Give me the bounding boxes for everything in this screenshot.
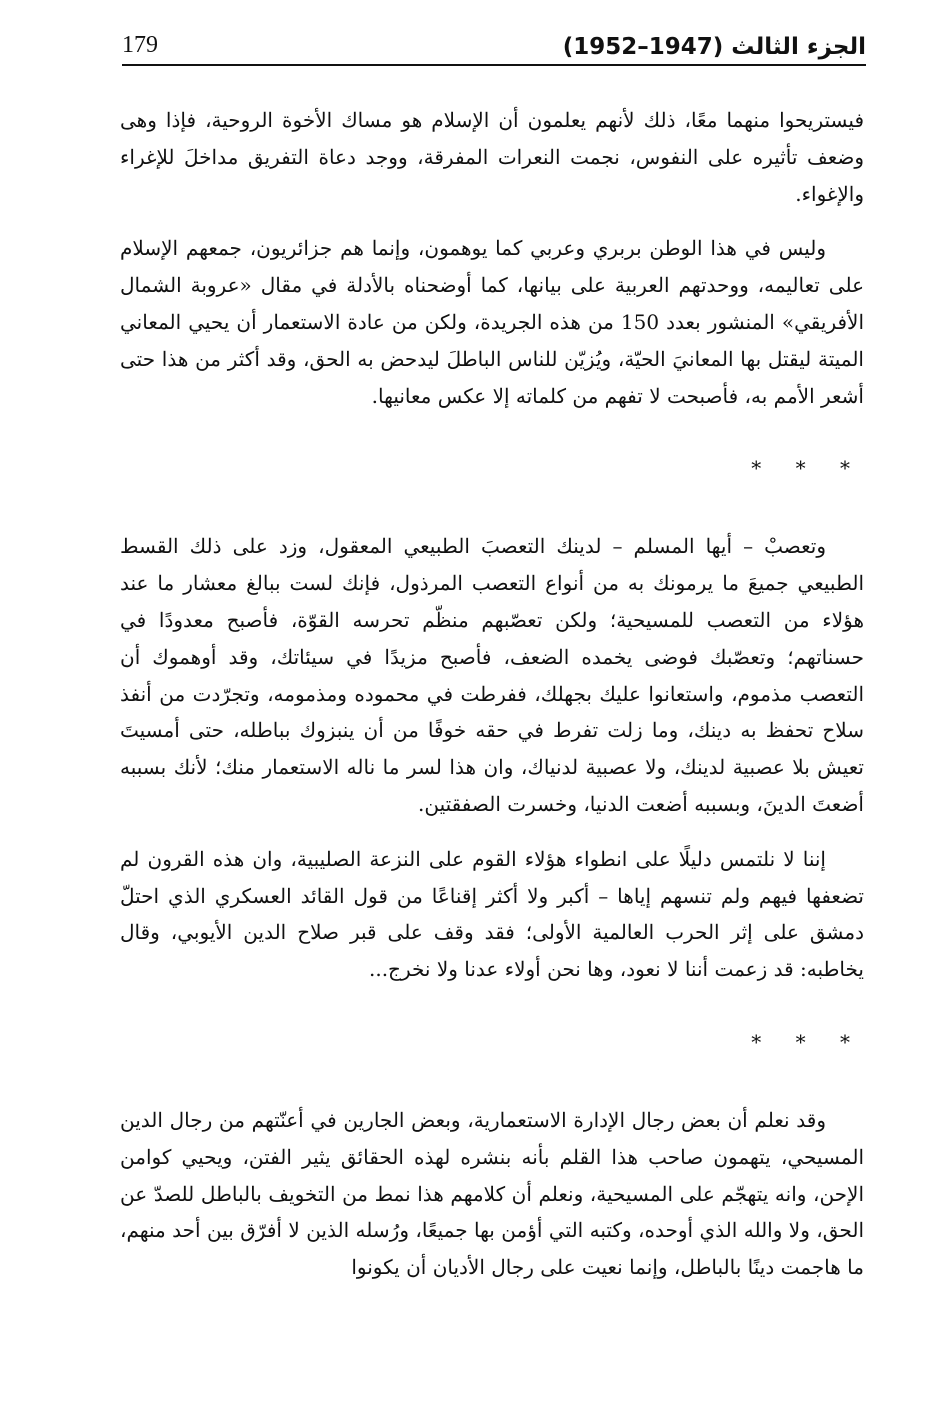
paragraph: وقد نعلم أن بعض رجال الإدارة الاستعمارية، وبعض الجارين في أعنّتهم من رجال الدين المسيحي، يتهمون صاحب هذا القلم بأنه بنشره لهذه الحقائق يثير الفتن، ويحيي كوامن الإحن، وانه يتهجّم على المسيحية، ونعلم أن كلامهم هذا نمط من التخويف بالباطل للصدّ عن الحق، ولا والله الذي أوحده، وكتبه التي أؤمن بها جميعًا، ورُسله الذين لا أفرّق بين أحد منهم، ما هاجمت دينًا بالباطل، وإنما نعيت على رجال الأديان أن يكونوا	[120, 1107, 864, 1280]
section-separator: * * *	[751, 456, 864, 481]
page-number: 179	[122, 32, 158, 58]
running-title: الجزء الثالث (1947–1952)	[562, 34, 866, 60]
paragraph: فيستريحوا منهما معًا، ذلك لأنهم يعلمون أن الإسلام هو مساك الأخوة الروحية، فإذا وهى وضعف تأثيره على النفوس، نجمت النعرات المفرقة، ووجد دعاة التفريق مداخلَ للإغراء والإغواء.	[120, 108, 864, 206]
section-separator: * * *	[751, 1029, 864, 1054]
paragraph: وتعصبْ – أيها المسلم – لدينك التعصبَ الطبيعي المعقول، وزد على ذلك القسط الطبيعي جميعَ ما يرمونك به من أنواع التعصب المرذول، فإنك لست ببالغ معشار ما عند هؤلاء من التعصب للمسيحية؛ ولكن تعصّبهم منظّم تحرسه القوّة، فأصبح معدودًا في حسناتهم؛ وتعصّبك فوضى يخمده الضعف، فأصبح مزيدًا في سيئاتك، وقد أوهموك أن التعصب مذموم، واستعانوا عليك بجهلك، ففرطت في محموده ومذمومه، وتجرّدت من أنفذ سلاح تحفظ به دينك، وما زلت تفرط في حقه خوفًا من أن ينبزوك بباطله، حتى أمسيتَ تعيش بلا عصبية لدينك، ولا عصبية لدنياك، وان هذا لسر ما ناله الاستعمار منك؛ لأنك بسببه أضعتَ الدينَ، وبسببه أضعت الدنيا، وخسرت الصفقتين.	[120, 534, 865, 816]
paragraph: إننا لا نلتمس دليلًا على انطواء هؤلاء القوم على النزعة الصليبية، وان هذه القرون لم تضعفها فيهم ولم تنسهم إياها – أكبر ولا أكثر إقناعًا من قول القائد العسكري الذي احتلّ دمشق على إثر الحرب العالمية الأولى؛ فقد وقف على قبر صلاح الدين الأيوبي، وقال يخاطبه: قد زعمت أننا لا نعود، وها نحن أولاء عدنا ولا نخرج...	[120, 846, 864, 982]
main-text	[120, 102, 864, 1286]
running-header	[122, 30, 866, 66]
paragraph: وليس في هذا الوطن بربري وعربي كما يوهمون، وإنما هم جزائريون، جمعهم الإسلام على تعاليمه، ووحدتهم العربية على بيانها، كما أوضحناه بالأدلة في مقال «عروبة الشمال الأفريقي» المنشور بعدد 150 من هذه الجريدة، ولكن من عادة الاستعمار أن يحيي المعاني الميتة ليقتل بها المعانيَ الحيّة، ويُزيّن للناس الباطلَ ليدحض به الحق، وقد أكثر من هذا حتى أشعر الأمم به، فأصبحت لا تفهم من كلماته إلا عكس معانيها.	[120, 236, 865, 408]
